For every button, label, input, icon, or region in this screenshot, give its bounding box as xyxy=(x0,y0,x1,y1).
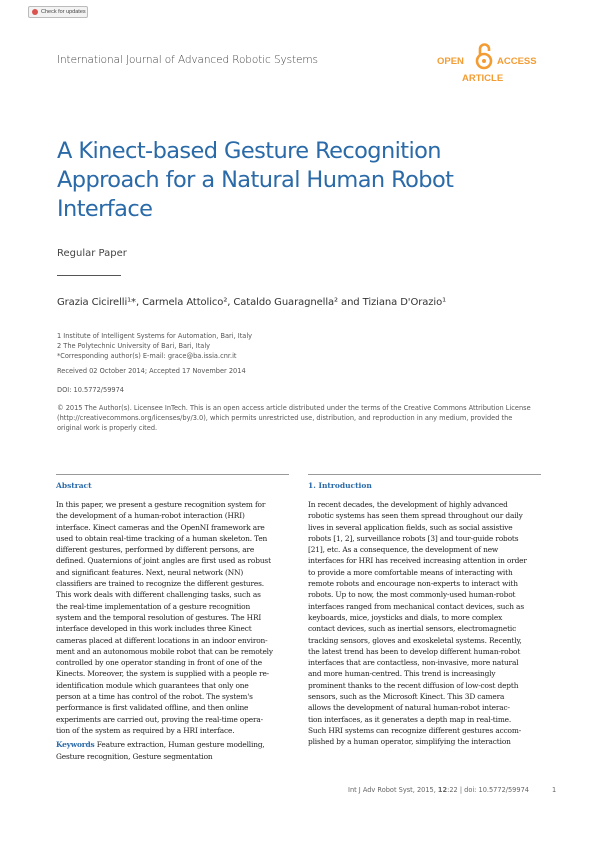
text-line: cameras placed at different locations in an indoor environ- xyxy=(56,635,268,645)
author-list: Grazia Cicirelli¹*, Carmela Attolico², Cataldo Guaragnella² and Tiziana D'Orazio¹ xyxy=(57,297,447,308)
text-line: lives in several application fields, such as social assistive xyxy=(308,522,513,532)
text-line: interface. Kinect cameras and the OpenNI framework are xyxy=(56,522,265,532)
text-line: keyboards, mice, joysticks and dials, to more complex xyxy=(308,612,503,622)
abstract-top-rule xyxy=(56,474,289,475)
text-line: identification module which guarantees that only one xyxy=(56,680,249,690)
copyright-line: (http://creativecommons.org/licenses/by/3.0), which permits unrestricted use, distribution, and reproduction in any medium, provided the xyxy=(57,414,513,422)
text-line: plished by a human operator, simplifying the interaction xyxy=(308,737,511,747)
keywords-text: Feature extraction, Human gesture modelling, xyxy=(94,740,265,750)
title-line: Interface xyxy=(57,196,153,222)
abstract-column xyxy=(56,474,289,762)
text-line: In recent decades, the development of highly advanced xyxy=(308,500,508,509)
text-line: sensors, such as the Microsoft Kinect. This 3D camera xyxy=(308,692,505,702)
title-line: Approach for a Natural Human Robot xyxy=(57,167,454,193)
abstract-body xyxy=(56,499,289,736)
article-label: ARTICLE xyxy=(462,73,504,84)
text-line: experiments are carried out, proving the real-time opera- xyxy=(56,714,263,724)
text-line: to provide a more comfortable means of interacting with xyxy=(308,567,513,577)
crossmark-icon xyxy=(32,9,38,15)
text-line: person at a time has control of the robot. The system's xyxy=(56,692,253,702)
copyright-notice xyxy=(57,403,541,433)
check-for-updates-label: Check for updates xyxy=(41,9,86,15)
text-line: interfaces that are contactless, non-invasive, more natural xyxy=(308,658,519,668)
introduction-column xyxy=(308,474,541,748)
introduction-body xyxy=(308,499,541,748)
abstract-heading: Abstract xyxy=(56,481,92,490)
text-line: the latest trend has been to develop different human-robot xyxy=(308,646,521,656)
text-line: tion of the system as required by a HRI interface. xyxy=(56,725,235,735)
title-line: A Kinect-based Gesture Recognition xyxy=(57,138,441,164)
open-access-open-text: OPEN xyxy=(437,56,464,67)
affiliation-2: 2 The Polytechnic University of Bari, Bari, Italy xyxy=(57,342,211,350)
text-line: allows the development of natural human-robot interac- xyxy=(308,703,510,713)
divider xyxy=(57,275,121,276)
keywords-label: Keywords xyxy=(56,740,95,750)
text-line: the real-time implementation of a gesture recognition xyxy=(56,601,251,611)
text-line: interfaces ranged from mechanical contact devices, such as xyxy=(308,601,524,611)
page-number: 1 xyxy=(552,786,557,794)
text-line: interfaces for HRI has received increasing attention in order xyxy=(308,556,527,566)
copyright-line: © 2015 The Author(s). Licensee InTech. This is an open access article distributed under the terms of the Creative Commons Attribution License xyxy=(57,404,531,412)
keywords-line xyxy=(56,739,289,750)
citation-prefix: Int J Adv Robot Syst, 2015, xyxy=(348,786,438,794)
paper-title xyxy=(57,137,527,224)
corresponding-author: *Corresponding author(s) E-mail: grace@ba.issia.cnr.it xyxy=(57,352,237,360)
text-line: robots [1, 2], surveillance robots [3] and tour-guide robots xyxy=(308,533,519,543)
text-line: robotic systems has seen them spread throughout our daily xyxy=(308,511,523,521)
open-access-logo xyxy=(437,42,541,88)
citation-volume: 12 xyxy=(437,786,448,794)
text-line: defined. Quaternions of joint angles are first used as robust xyxy=(56,556,271,566)
text-line: used to obtain real-time tracking of a human skeleton. Ten xyxy=(56,533,268,543)
text-line: tion interfaces, as it generates a depth map in real-time. xyxy=(308,714,512,724)
text-line: different gestures, performed by different persons, are xyxy=(56,545,255,555)
text-line: and more human-centred. This trend is increasingly xyxy=(308,669,496,679)
copyright-line: original work is properly cited. xyxy=(57,424,158,432)
text-line: and significant features. Next, neural network (NN) xyxy=(56,567,244,577)
text-line: classifiers are trained to recognize the different gestures. xyxy=(56,579,264,589)
text-line: remote robots and encourage non-experts to interact with xyxy=(308,579,518,589)
text-line: tracking sensors, gloves and exoskeletal systems. Recently, xyxy=(308,635,522,645)
introduction-heading: 1. Introduction xyxy=(308,481,372,490)
text-line: performance is first validated offline, and then online xyxy=(56,703,249,713)
received-dates: Received 02 October 2014; Accepted 17 November 2014 xyxy=(57,367,246,375)
text-line: the development of a human-robot interaction (HRI) xyxy=(56,511,245,521)
check-for-updates-badge[interactable] xyxy=(28,6,88,18)
text-line: prominent thanks to the recent diffusion of low-cost depth xyxy=(308,680,519,690)
text-line: Kinects. Moreover, the system is supplied with a people re- xyxy=(56,669,270,679)
text-line: [21], etc. As a consequence, the development of new xyxy=(308,545,499,555)
text-line: Such HRI systems can recognize different gestures accom- xyxy=(308,725,522,735)
journal-name: International Journal of Advanced Robotic Systems xyxy=(57,54,318,66)
open-lock-icon xyxy=(475,42,493,70)
text-line: contact devices, such as inertial sensors, electromagnetic xyxy=(308,624,517,634)
text-line: interface developed in this work includes three Kinect xyxy=(56,624,252,634)
open-access-access-text: ACCESS xyxy=(497,56,537,67)
citation-suffix: :22 | doi: 10.5772/59974 xyxy=(447,786,529,794)
keywords-line: Gesture recognition, Gesture segmentation xyxy=(56,751,213,761)
text-line: This work deals with different challenging tasks, such as xyxy=(56,590,261,600)
text-line: In this paper, we present a gesture recognition system for xyxy=(56,500,266,509)
text-line: robots. Up to now, the most commonly-used human-robot xyxy=(308,590,516,600)
paper-type: Regular Paper xyxy=(57,248,127,259)
text-line: controlled by one operator standing in front of one of the xyxy=(56,658,263,668)
text-line: system and the temporal resolution of gestures. The HRI xyxy=(56,612,262,622)
footer-citation xyxy=(348,786,529,794)
doi: DOI: 10.5772/59974 xyxy=(57,386,124,394)
introduction-top-rule xyxy=(308,474,541,475)
text-line: ment and an autonomous mobile robot that can be remotely xyxy=(56,646,273,656)
affiliation-1: 1 Institute of Intelligent Systems for Automation, Bari, Italy xyxy=(57,332,253,340)
keywords xyxy=(56,739,289,762)
